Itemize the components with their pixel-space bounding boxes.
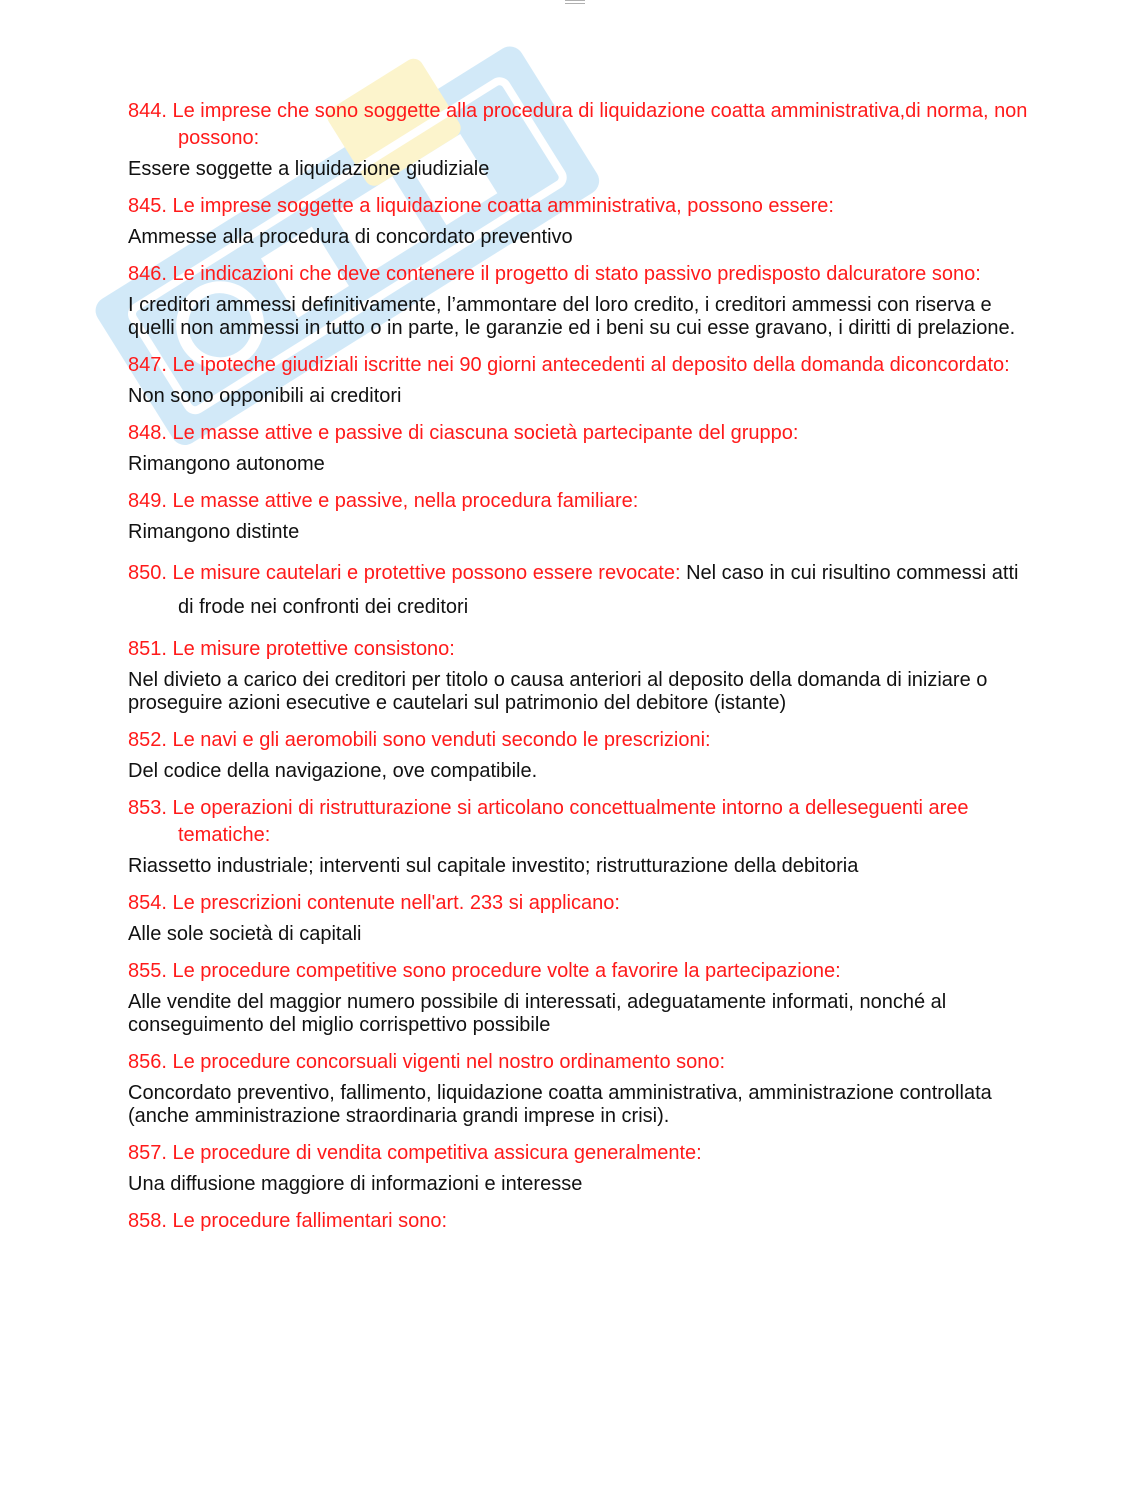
question [128, 890, 1028, 917]
question-number: 856. [128, 1051, 167, 1073]
answer-text: Alle sole società di capitali [128, 923, 362, 945]
answer-text: Ammesse alla procedura di concordato preventivo [128, 226, 573, 248]
question-number: 844. [128, 100, 167, 122]
question-text: Le masse attive e passive di ciascuna società partecipante del gruppo: [172, 422, 799, 444]
question-number: 845. [128, 195, 167, 217]
question-number: 854. [128, 892, 167, 914]
question-text: Le procedure fallimentari sono: [172, 1210, 448, 1232]
question-number: 850. [128, 562, 167, 584]
answer-text: Rimangono distinte [128, 521, 300, 543]
answer-text: Nel caso in cui risultino commessi atti di frode nei confronti dei creditori [178, 562, 1019, 618]
question [128, 1049, 1028, 1076]
answer-text: I creditori ammessi definitivamente, l’ammontare del loro credito, i creditori ammessi con riserva e quelli non ammessi in tutto o in parte, le garanzie ed i beni su cui esse gravano, i diritti di prelazione. [128, 294, 1016, 339]
answer-text: Rimangono autonome [128, 453, 325, 475]
question-number: 846. [128, 263, 167, 285]
question-text: Le misure protettive consistono: [172, 638, 455, 660]
question-text: Le procedure di vendita competitiva assicura generalmente: [172, 1142, 702, 1164]
question [128, 98, 1028, 152]
question [128, 261, 1028, 288]
question-number: 851. [128, 638, 167, 660]
answer-text: Concordato preventivo, fallimento, liquidazione coatta amministrativa, amministrazione controllata (anche amministrazione straordinaria grandi imprese in crisi). [128, 1082, 992, 1127]
question [128, 1208, 1028, 1235]
question-text: Le imprese soggette a liquidazione coatta amministrativa, possono essere: [172, 195, 834, 217]
qa-item [128, 420, 1028, 476]
question-number: 848. [128, 422, 167, 444]
answer-text: Alle vendite del maggior numero possibile di interessati, adeguatamente informati, nonché al conseguimento del miglio corrispettivo possibile [128, 991, 947, 1036]
question-text: Le operazioni di ristrutturazione si articolano concettualmente intorno a delleseguenti aree tematiche: [172, 797, 969, 846]
question [128, 556, 1028, 624]
question [128, 958, 1028, 985]
qa-list [128, 98, 1028, 1235]
qa-item [128, 556, 1028, 624]
question-number: 853. [128, 797, 167, 819]
answer-text: Essere soggette a liquidazione giudiziale [128, 158, 490, 180]
question-text: Le masse attive e passive, nella procedura familiare: [172, 490, 639, 512]
question-number: 847. [128, 354, 167, 376]
qa-item [128, 1049, 1028, 1128]
question [128, 636, 1028, 663]
question-text: Le misure cautelari e protettive possono essere revocate: [172, 562, 681, 584]
question [128, 352, 1028, 379]
qa-item [128, 1140, 1028, 1196]
question-number: 857. [128, 1142, 167, 1164]
qa-item [128, 352, 1028, 408]
qa-item [128, 488, 1028, 544]
question-number: 855. [128, 960, 167, 982]
header-mark [565, 0, 585, 4]
question [128, 488, 1028, 515]
question-text: Le ipoteche giudiziali iscritte nei 90 giorni antecedenti al deposito della domanda diconcordato: [172, 354, 1010, 376]
qa-item [128, 636, 1028, 715]
question [128, 727, 1028, 754]
qa-item [128, 727, 1028, 783]
answer-text: Una diffusione maggiore di informazioni e interesse [128, 1173, 583, 1195]
qa-item [128, 795, 1028, 878]
question-text: Le navi e gli aeromobili sono venduti secondo le prescrizioni: [172, 729, 711, 751]
question-number: 849. [128, 490, 167, 512]
question-text: Le procedure competitive sono procedure volte a favorire la partecipazione: [172, 960, 841, 982]
question-number: 858. [128, 1210, 167, 1232]
answer-text: Riassetto industriale; interventi sul capitale investito; ristrutturazione della debitoria [128, 855, 859, 877]
answer-text: Non sono opponibili ai creditori [128, 385, 402, 407]
question-text: Le imprese che sono soggette alla procedura di liquidazione coatta amministrativa,di norma, non possono: [172, 100, 1028, 149]
question-text: Le prescrizioni contenute nell'art. 233 si applicano: [172, 892, 620, 914]
qa-item [128, 193, 1028, 249]
question [128, 795, 1028, 849]
question-text: Le procedure concorsuali vigenti nel nostro ordinamento sono: [172, 1051, 726, 1073]
qa-item [128, 890, 1028, 946]
question-text: Le indicazioni che deve contenere il progetto di stato passivo predisposto dalcuratore sono: [172, 263, 981, 285]
question-number: 852. [128, 729, 167, 751]
question [128, 193, 1028, 220]
question [128, 1140, 1028, 1167]
answer-text: Nel divieto a carico dei creditori per titolo o causa anteriori al deposito della domanda di iniziare o proseguire azioni esecutive e cautelari sul patrimonio del debitore (istante) [128, 669, 988, 714]
qa-item [128, 98, 1028, 181]
answer-text: Del codice della navigazione, ove compatibile. [128, 760, 538, 782]
qa-item [128, 1208, 1028, 1235]
qa-item [128, 958, 1028, 1037]
question [128, 420, 1028, 447]
qa-item [128, 261, 1028, 340]
